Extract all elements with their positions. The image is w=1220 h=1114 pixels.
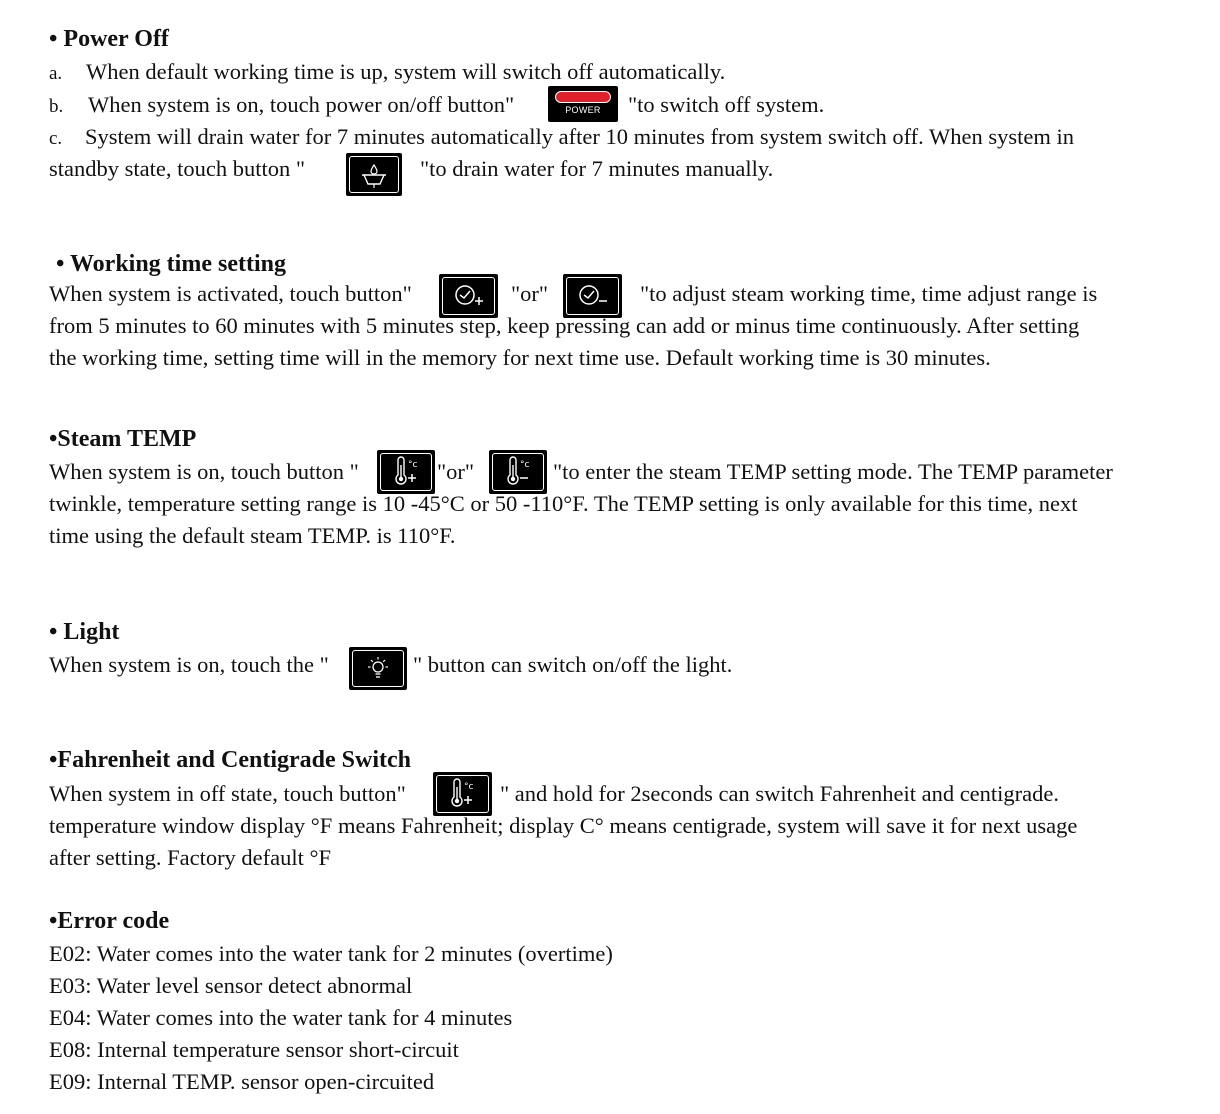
power-off-item-c-line2: standby state, touch button " <box>49 156 306 181</box>
error-code-item: E09: Internal TEMP. sensor open-circuited <box>49 1069 435 1094</box>
item-marker: b. <box>49 96 64 117</box>
power-off-item-c <box>49 123 1074 153</box>
working-time-line1-after: "to adjust steam working time, time adjust range is <box>640 281 1098 306</box>
thermometer-plus-icon <box>433 772 492 816</box>
bullet: • <box>49 908 58 934</box>
error-code-heading-text: Error code <box>57 908 170 934</box>
thermometer-minus-icon <box>489 450 547 494</box>
error-code-item: E03: Water level sensor detect abnormal <box>49 973 413 998</box>
working-time-line3: the working time, setting time will in the memory for next time use. Default working time is 30 minutes. <box>49 345 991 370</box>
item-text: When default working time is up, system will switch off automatically. <box>86 59 726 84</box>
power-off-item-c-after: "to drain water for 7 minutes manually. <box>420 156 774 181</box>
power-off-item-a <box>49 58 725 88</box>
working-time-heading <box>56 250 286 280</box>
svg-text:°c: °c <box>408 460 418 470</box>
bullet: • <box>49 747 58 773</box>
error-code-item: E04: Water comes into the water tank for 4 minutes <box>49 1005 513 1030</box>
power-off-item-b-after: "to switch off system. <box>628 92 825 117</box>
working-time-or: "or" <box>511 281 549 306</box>
item-text-before: When system is on, touch power on/off button" <box>88 92 515 117</box>
unit-switch-heading-text: Fahrenheit and Centigrade Switch <box>57 747 411 773</box>
bullet: • <box>49 426 58 452</box>
unit-switch-line3: after setting. Factory default °F <box>49 845 332 870</box>
error-code-item: E08: Internal temperature sensor short-circuit <box>49 1037 459 1062</box>
power-button-icon <box>548 86 618 122</box>
bullet: • <box>49 619 58 645</box>
light-heading-text: Light <box>63 619 120 645</box>
power-icon-label: POWER <box>565 105 601 115</box>
unit-switch-heading <box>49 746 411 776</box>
steam-temp-line3: time using the default steam TEMP. is 110°F. <box>49 523 456 548</box>
steam-temp-line1-after: "to enter the steam TEMP setting mode. The TEMP parameter <box>553 459 1113 484</box>
unit-switch-line1-before: When system in off state, touch button" <box>49 781 406 806</box>
steam-temp-heading-text: Steam TEMP <box>57 426 197 452</box>
item-text: System will drain water for 7 minutes automatically after 10 minutes from system switch off. When system in <box>85 124 1074 149</box>
error-code-heading <box>49 907 169 937</box>
item-marker: a. <box>49 63 63 84</box>
light-line1-after: " button can switch on/off the light. <box>413 652 733 677</box>
working-time-heading-text: Working time setting <box>69 251 286 277</box>
steam-temp-heading <box>49 425 196 455</box>
working-time-line1-before: When system is activated, touch button" <box>49 281 412 306</box>
unit-switch-line2: temperature window display °F means Fahrenheit; display C° means centigrade, system will save it for next usage <box>49 813 1078 838</box>
bullet: • <box>56 251 65 277</box>
drain-water-icon <box>346 153 402 196</box>
power-off-heading <box>49 25 169 55</box>
steam-temp-line1-before: When system is on, touch button " <box>49 459 359 484</box>
working-time-line2: from 5 minutes to 60 minutes with 5 minutes step, keep pressing can add or minus time continuously. After setting <box>49 313 1080 338</box>
svg-text:°c: °c <box>520 460 530 470</box>
steam-temp-line2: twinkle, temperature setting range is 10 -45°C or 50 -110°F. The TEMP setting is only available for this time, next <box>49 491 1078 516</box>
power-off-heading-text: Power Off <box>63 26 169 52</box>
light-bulb-icon <box>349 647 407 690</box>
thermometer-plus-icon <box>377 450 435 494</box>
svg-text:°c: °c <box>464 782 474 792</box>
steam-temp-or: "or" <box>437 459 475 484</box>
light-heading <box>49 618 119 648</box>
error-code-item: E02: Water comes into the water tank for 2 minutes (overtime) <box>49 941 613 966</box>
unit-switch-line1-after: " and hold for 2seconds can switch Fahrenheit and centigrade. <box>500 781 1060 806</box>
light-line1-before: When system is on, touch the " <box>49 652 329 677</box>
power-off-item-b <box>49 91 514 121</box>
item-marker: c. <box>49 128 63 149</box>
bullet: • <box>49 26 58 52</box>
